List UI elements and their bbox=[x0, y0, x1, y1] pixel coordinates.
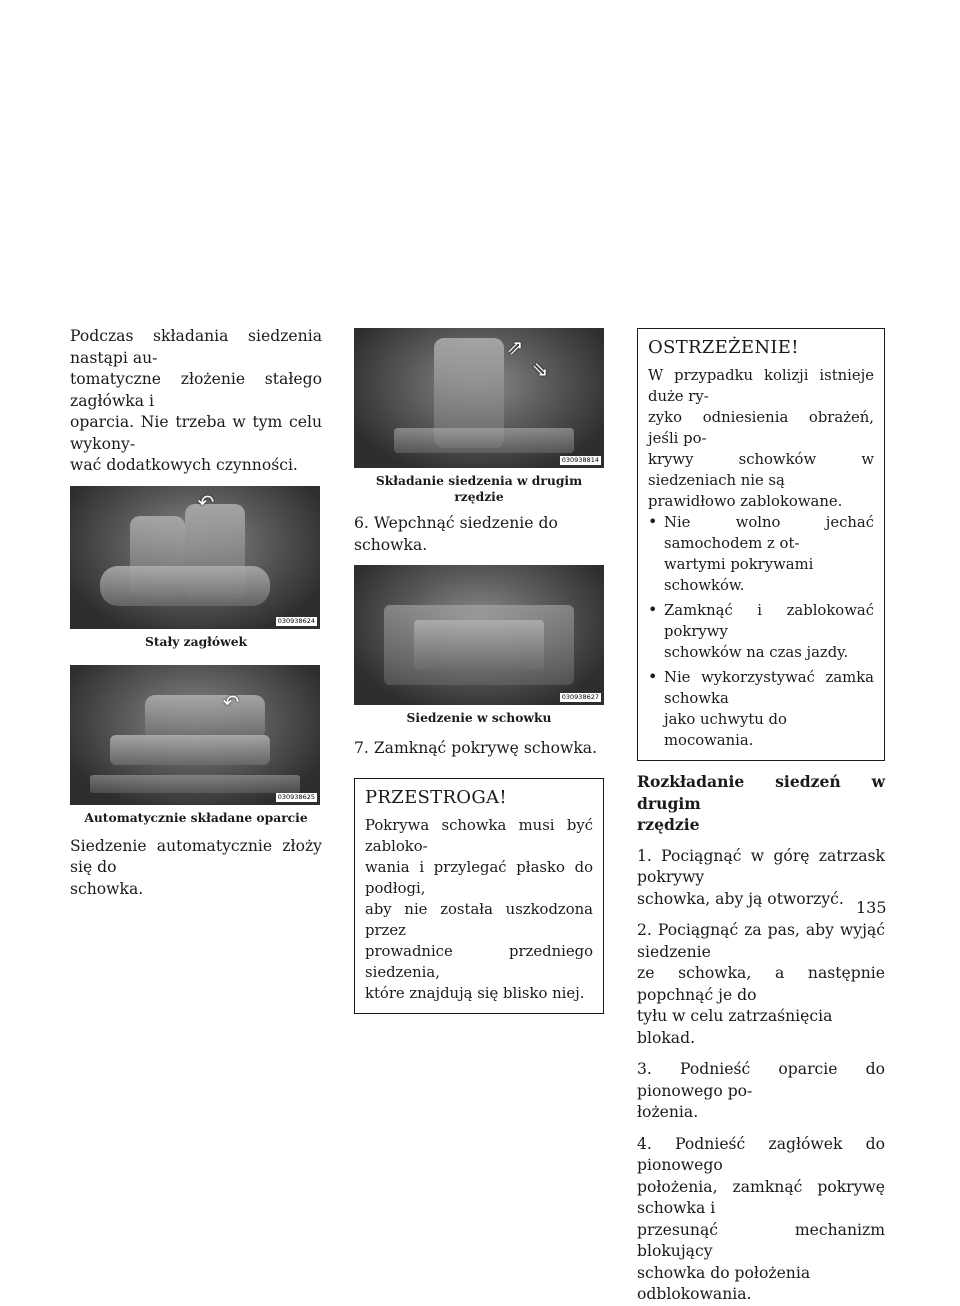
text-line: jako uchwytu do mocowania. bbox=[664, 711, 787, 749]
text-line: Siedzenie automatycznie złoży się do bbox=[70, 836, 322, 876]
text-line: aby nie została uszkodzona przez bbox=[365, 900, 593, 939]
column-2 bbox=[354, 328, 604, 1014]
curved-arrow-icon: ↶ bbox=[222, 689, 240, 714]
text-line: • Nie wykorzystywać zamka schowka bbox=[664, 669, 874, 707]
warning-bullet bbox=[648, 667, 874, 751]
text-line: Podczas składania siedzenia nastąpi au- bbox=[70, 327, 322, 367]
warning-bullet bbox=[648, 512, 874, 596]
text-line: Pokrywa schowka musi być zabloko- bbox=[365, 816, 593, 855]
column-3 bbox=[637, 328, 885, 1306]
text-line: schowka, aby ją otworzyć. bbox=[637, 889, 844, 908]
text-line: ze schowka, a następnie popchnąć je do bbox=[637, 964, 885, 1004]
outro-paragraph bbox=[70, 836, 322, 901]
photo-folding-second-row bbox=[354, 328, 604, 468]
warning-title: OSTRZEŻENIE! bbox=[648, 337, 799, 358]
text-line: tomatyczne złożenie stałego zagłówka i bbox=[70, 370, 322, 410]
text-line: prawidłowo zablokowane. bbox=[648, 493, 843, 510]
caution-title: PRZESTROGA! bbox=[365, 786, 507, 808]
step-1 bbox=[637, 846, 885, 911]
heading-line: rzędzie bbox=[637, 815, 700, 834]
text-line: krywy schowków w siedzeniach nie są bbox=[648, 451, 874, 489]
section-heading bbox=[637, 771, 885, 836]
figure-code: 030938814 bbox=[561, 456, 599, 464]
step-7: 7. Zamknąć pokrywę schowka. bbox=[354, 739, 598, 757]
text-line: W przypadku kolizji istnieje duże ry- bbox=[648, 367, 874, 405]
text-line: oparcia. Nie trzeba w tym celu wykony- bbox=[70, 413, 322, 453]
step-3 bbox=[637, 1059, 885, 1124]
figure-code: 030938627 bbox=[561, 693, 599, 701]
step-6: 6. Wepchnąć siedzenie do schowka. bbox=[354, 514, 558, 554]
text-line: • Nie wolno jechać samochodem z ot- bbox=[664, 514, 874, 552]
text-line: zyko odniesienia obrażeń, jeśli po- bbox=[648, 409, 874, 447]
intro-paragraph bbox=[70, 326, 322, 477]
text-line: położenia, zamknąć pokrywę schowka i bbox=[637, 1177, 885, 1217]
step-2 bbox=[637, 920, 885, 1049]
warning-bullet bbox=[648, 600, 874, 663]
figure-caption: Siedzenie w schowku bbox=[406, 710, 552, 725]
motion-arrow-icon: ⇗ bbox=[506, 335, 524, 359]
text-line: które znajdują się blisko niej. bbox=[365, 984, 585, 1002]
text-line: 3. Podnieść oparcie do pionowego po- bbox=[637, 1060, 885, 1100]
text-line: łożenia. bbox=[637, 1103, 699, 1121]
figure-caption: Składanie siedzenia w drugim rzędzie bbox=[375, 473, 583, 504]
text-line: wać dodatkowych czynności. bbox=[70, 456, 298, 474]
photo-seat-in-storage bbox=[354, 565, 604, 705]
text-line: schowka do położenia odblokowania. bbox=[637, 1263, 811, 1303]
figure-code: 030938624 bbox=[277, 616, 315, 625]
text-line: przesunąć mechanizm blokujący bbox=[637, 1220, 885, 1260]
photo-auto-folding-backrest bbox=[70, 665, 320, 805]
figure-caption: Stały zagłówek bbox=[144, 633, 248, 649]
text-line: schowka. bbox=[70, 879, 144, 898]
figure-code: 030938625 bbox=[277, 792, 315, 801]
photo-fixed-headrest bbox=[70, 486, 320, 629]
figure-caption: Automatycznie składane oparcie bbox=[84, 809, 308, 825]
text-line: prowadnice przedniego siedzenia, bbox=[365, 942, 593, 981]
heading-line: Rozkładanie siedzeń w drugim bbox=[637, 772, 885, 813]
caution-box bbox=[354, 778, 604, 1014]
warning-box bbox=[637, 328, 885, 761]
text-line: wania i przylegać płasko do podłogi, bbox=[365, 858, 593, 897]
step-4 bbox=[637, 1134, 885, 1306]
text-line: 1. Pociągnąć w górę zatrzask pokrywy bbox=[637, 846, 885, 886]
page-number: 135 bbox=[856, 898, 887, 917]
text-line: schowków na czas jazdy. bbox=[664, 644, 849, 661]
curved-arrow-icon: ↶ bbox=[197, 489, 215, 514]
text-line: 4. Podnieść zagłówek do pionowego bbox=[637, 1134, 885, 1174]
column-1 bbox=[70, 326, 322, 900]
motion-arrow-icon: ⇘ bbox=[531, 357, 549, 381]
text-line: • Zamknąć i zablokować pokrywy bbox=[664, 602, 874, 640]
text-line: wartymi pokrywami schowków. bbox=[664, 556, 814, 594]
text-line: tyłu w celu zatrzaśnięcia blokad. bbox=[637, 1007, 833, 1047]
text-line: 2. Pociągnąć za pas, aby wyjąć siedzenie bbox=[637, 921, 885, 961]
